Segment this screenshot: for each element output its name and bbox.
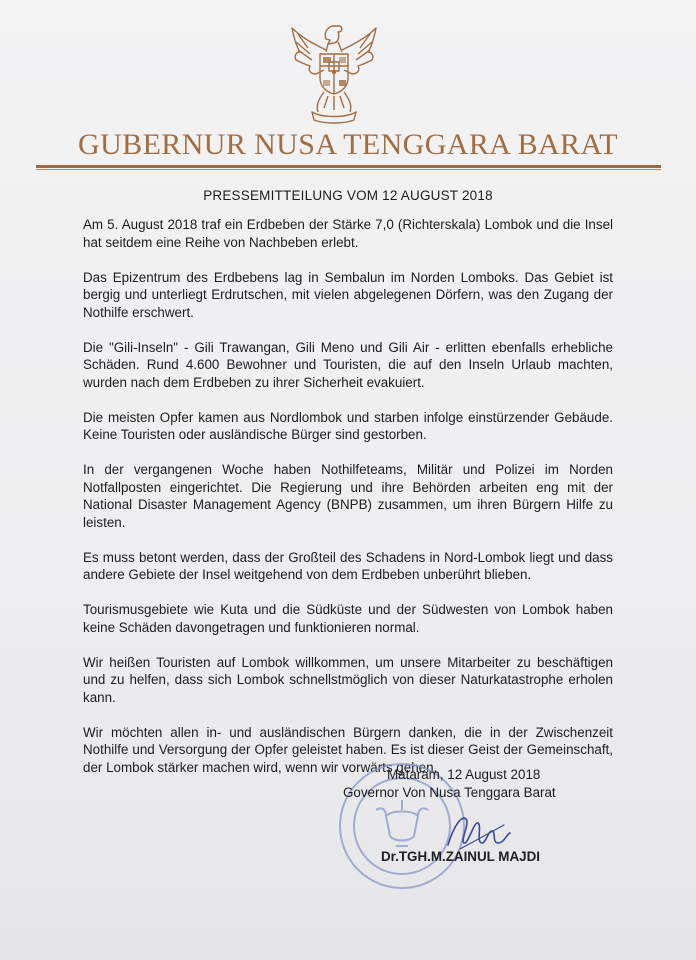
signature-role: Governor Von Nusa Tenggara Barat — [343, 785, 556, 800]
paragraph: Wir heißen Touristen auf Lombok willkommen, um unsere Mitarbeiter zu beschäftigen und zu helfen, dass sich Lombok schnellstmöglich von dieser Naturkatastrophe erholen kann. — [83, 654, 613, 705]
letterhead-title: GUBERNUR NUSA TENGGARA BARAT — [78, 128, 618, 161]
signature-block — [300, 760, 590, 910]
letterhead-divider — [36, 165, 661, 168]
handwritten-signature-icon — [440, 805, 520, 855]
garuda-emblem-icon — [288, 20, 380, 124]
letterhead-divider-thin — [36, 169, 661, 170]
document-heading: PRESSEMITTEILUNG VOM 12 AUGUST 2018 — [203, 188, 493, 203]
paragraph: Es muss betont werden, dass der Großteil des Schadens in Nord-Lombok liegt und dass andere Gebiete der Insel weitgehend von dem Erdbeben unberührt blieben. — [83, 549, 613, 582]
paragraph: Die meisten Opfer kamen aus Nordlombok und starben infolge einstürzender Gebäude. Keine Touristen oder ausländische Bürger sind gestorben. — [83, 409, 613, 442]
document-body — [83, 216, 613, 794]
paragraph: In der vergangenen Woche haben Nothilfeteams, Militär und Polizei im Norden Notfallposten eingerichtet. Die Regierung und ihre Behörden arbeiten eng mit der National Disaster Management Agency (BNPB) zusammen, um ihren Bürgern Hilfe zu leisten. — [83, 462, 613, 530]
paragraph: Tourismusgebiete wie Kuta und die Südküste und der Südwesten von Lombok haben keine Schäden davongetragen und funktionieren normal. — [83, 602, 613, 635]
signature-place-date: Mataram, 12 August 2018 — [387, 767, 541, 782]
paragraph: Die "Gili-Inseln" - Gili Trawangan, Gili Meno und Gili Air - erlitten ebenfalls erhebliche Schäden. Rund 4.600 Bewohner und Touristen, die auf den Inseln Urlaub machten, wurden nach dem Erdbeben zu ihrer Sicherheit evakuiert. — [83, 339, 613, 390]
signatory-name: Dr.TGH.M.ZAINUL MAJDI — [381, 849, 540, 864]
paragraph: Wir möchten allen in- und ausländischen Bürgern danken, die in der Zwischenzeit Nothilfe und Versorgung der Opfer geleistet haben. Es ist dieser Geist der Gemeinschaft, der Lombok stärker machen wird, wenn wir vorwärts gehen. — [83, 724, 613, 775]
paragraph: Das Epizentrum des Erdbebens lag in Sembalun im Norden Lomboks. Das Gebiet ist bergig und unterliegt Erdrutschen, mit vielen abgelegenen Dörfern, was den Zugang der Nothilfe erschwert. — [83, 269, 613, 320]
paragraph: Am 5. August 2018 traf ein Erdbeben der Stärke 7,0 (Richterskala) Lombok und die Insel hat seitdem eine Reihe von Nachbeben erlebt. — [83, 217, 613, 250]
